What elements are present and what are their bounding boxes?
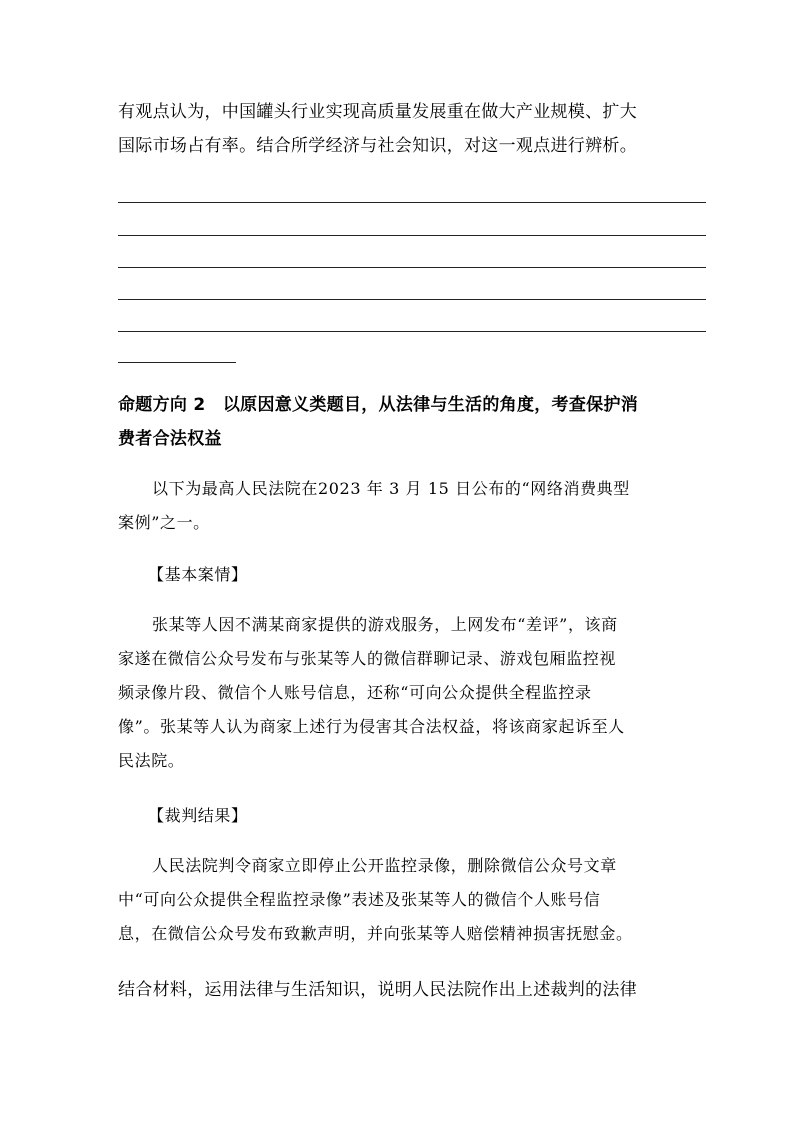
basic-facts-line-3: 频录像片段、微信个人账号信息，还称“可向公众提供全程监控录 (118, 683, 592, 702)
material-intro-line-2: 案例”之一。 (118, 513, 210, 532)
judgment-label: 【裁判结果】 (148, 806, 248, 825)
basic-facts-line-4: 像”。张某等人认为商家上述行为侵害其合法权益，将该商家起诉至人 (118, 717, 625, 736)
basic-facts-label: 【基本案情】 (148, 565, 248, 584)
answer-line (118, 331, 706, 332)
answer-line (118, 202, 706, 203)
material-intro-line-1: 以下为最高人民法院在2023 年 3 月 15 日公布的“网络消费典型 (152, 479, 630, 498)
question-2-line-1: 结合材料，运用法律与生活知识，说明人民法院作出上述裁判的法律 (118, 980, 637, 1000)
basic-facts-line-1: 张某等人因不满某商家提供的游戏服务，上网发布“差评”，该商 (152, 615, 618, 634)
section-heading-line-1: 命题方向 2 以原因意义类题目，从法律与生活的角度，考查保护消 (118, 395, 639, 415)
answer-line (118, 235, 706, 236)
basic-facts-line-2: 家遂在微信公众号发布与张某等人的微信群聊记录、游戏包厢监控视 (118, 649, 617, 668)
basic-facts-line-5: 民法院。 (118, 751, 185, 770)
question-text-line-2: 国际市场占有率。结合所学经济与社会知识，对这一观点进行辨析。 (118, 136, 637, 156)
answer-line-short (118, 362, 236, 363)
section-heading-line-2: 费者合法权益 (118, 429, 222, 449)
answer-line (118, 299, 706, 300)
judgment-line-1: 人民法院判令商家立即停止公开监控录像，删除微信公众号文章 (152, 856, 617, 875)
judgment-line-3: 息，在微信公众号发布致歉声明，并向张某等人赔偿精神损害抚慰金。 (118, 924, 633, 943)
answer-line (118, 267, 706, 268)
judgment-line-2: 中“可向公众提供全程监控录像”表述及张某等人的微信个人账号信 (118, 890, 601, 909)
question-text-line-1: 有观点认为，中国罐头行业实现高质量发展重在做大产业规模、扩大 (118, 102, 637, 122)
